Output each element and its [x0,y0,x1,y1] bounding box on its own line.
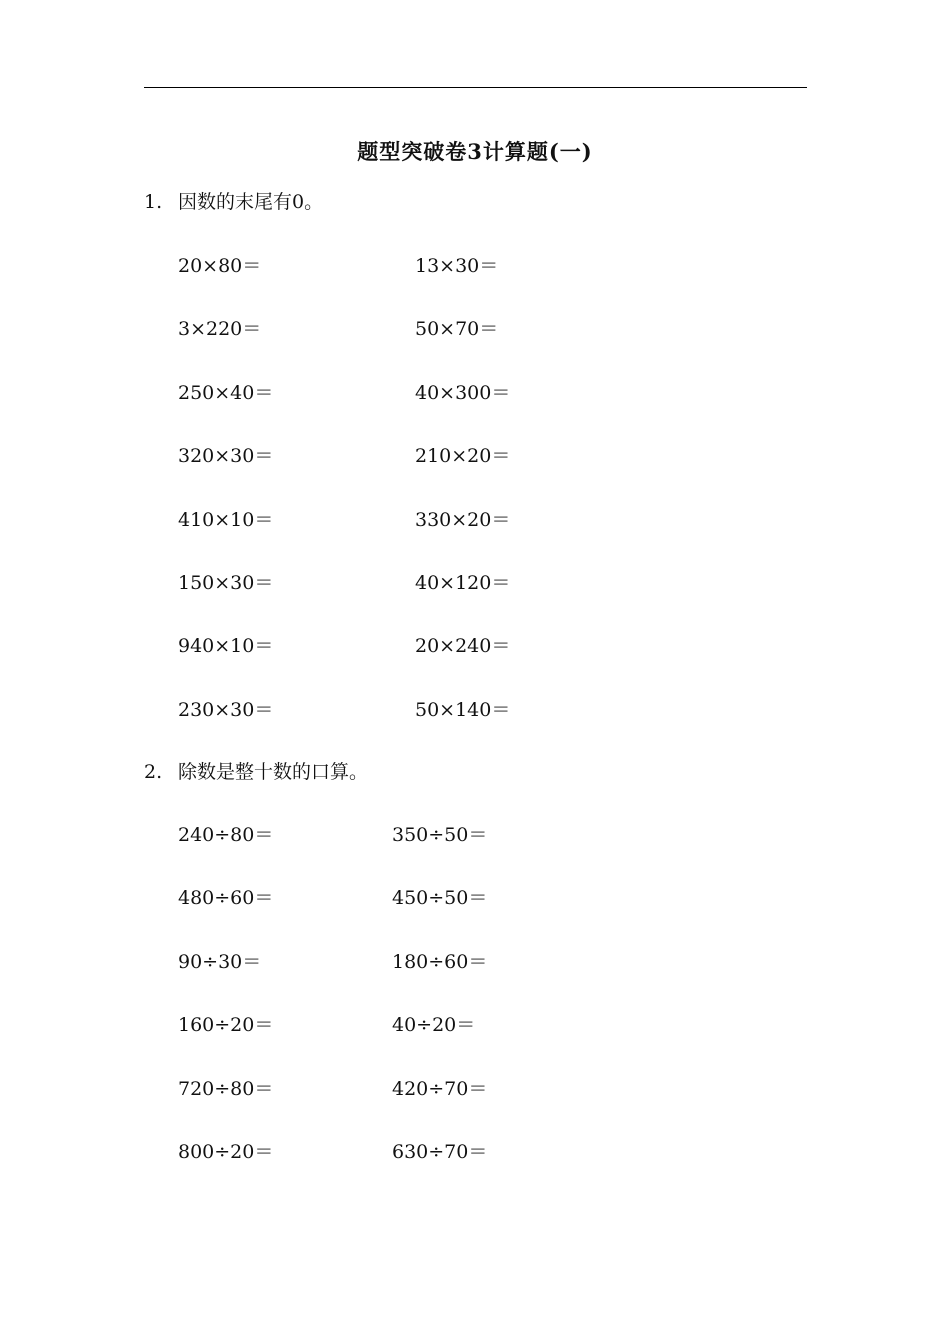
header-rule [144,87,807,88]
problem-item: 50×70＝ [415,318,499,340]
problem-item: 480÷60＝ [178,887,274,909]
problem-item: 50×140＝ [415,699,511,721]
problem-item: 40÷20＝ [392,1014,476,1036]
problem-item: 180÷60＝ [392,951,488,973]
problem-item: 940×10＝ [178,635,274,657]
problem-item: 13×30＝ [415,255,499,277]
problem-item: 20×240＝ [415,635,511,657]
page-title: 题型突破卷3计算题(一) [357,139,593,164]
problem-item: 40×120＝ [415,572,511,594]
problem-item: 630÷70＝ [392,1141,488,1163]
section-heading [144,187,323,214]
problem-item: 420÷70＝ [392,1078,488,1100]
problem-item: 250×40＝ [178,382,274,404]
problem-item: 450÷50＝ [392,887,488,909]
problem-item: 20×80＝ [178,255,262,277]
problem-item: 240÷80＝ [178,824,274,846]
problem-item: 800÷20＝ [178,1141,274,1163]
problem-item: 350÷50＝ [392,824,488,846]
problem-item: 330×20＝ [415,509,511,531]
problem-item: 210×20＝ [415,445,511,467]
problem-item: 90÷30＝ [178,951,262,973]
problem-item: 720÷80＝ [178,1078,274,1100]
problem-item: 230×30＝ [178,699,274,721]
section-number: 2. [144,761,163,783]
section-heading-text: 除数是整十数的口算。 [178,761,369,783]
section-heading [144,757,368,784]
problem-item: 3×220＝ [178,318,262,340]
section-heading-text: 因数的末尾有0。 [178,191,324,213]
problem-item: 150×30＝ [178,572,274,594]
problem-item: 410×10＝ [178,509,274,531]
problem-item: 160÷20＝ [178,1014,274,1036]
section-number: 1. [144,191,163,213]
problem-item: 320×30＝ [178,445,274,467]
problem-item: 40×300＝ [415,382,511,404]
